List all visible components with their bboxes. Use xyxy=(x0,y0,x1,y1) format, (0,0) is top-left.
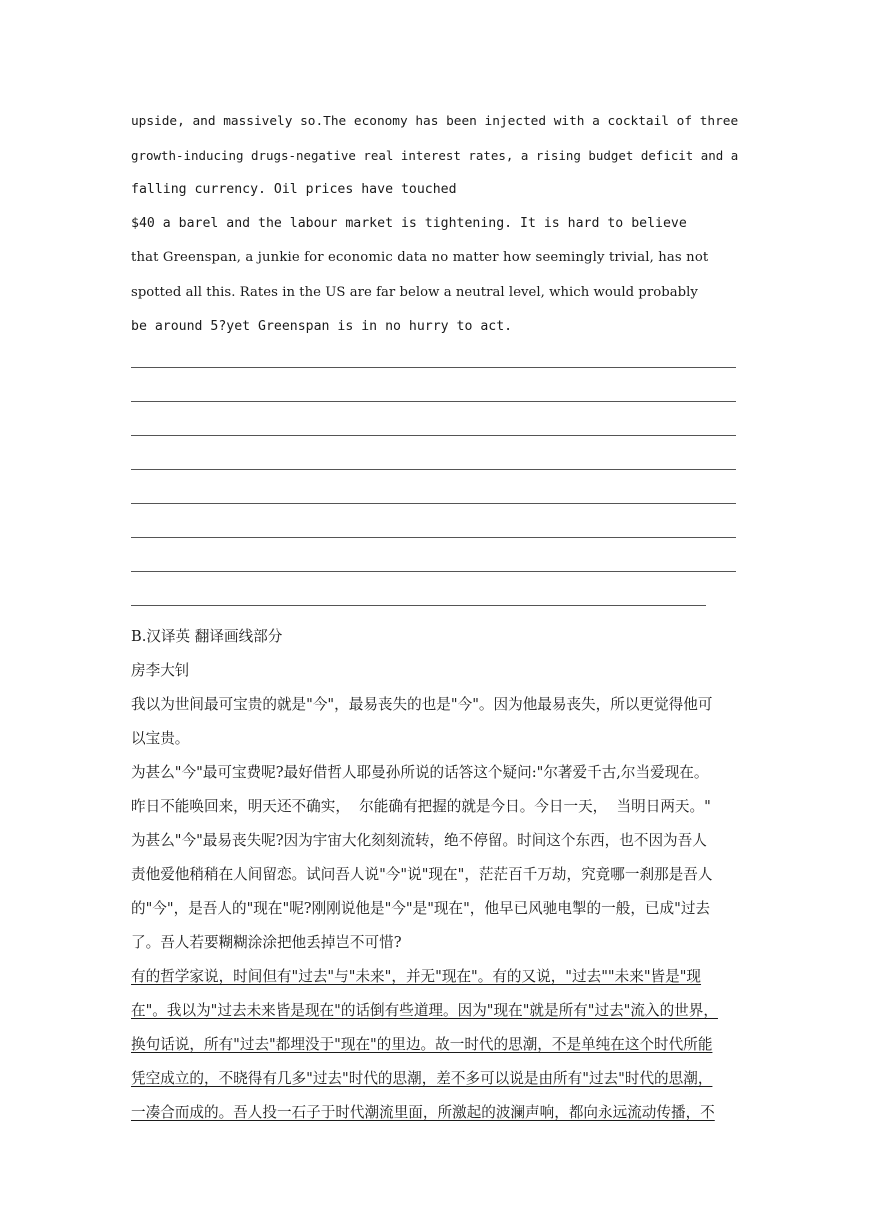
passage-line-6: spotted all this. Rates in the US are far below a neutral level, which would probably xyxy=(131,285,698,300)
section-b-heading: B.汉译英 翻译画线部分 xyxy=(131,628,283,645)
underlined-translation-line: 换句话说，所有"过去"都埋没于"现在"的里边。故一时代的思潮，不是单纯在这个时代所能 xyxy=(131,1036,713,1053)
passage-line-1: upside, and massively so.The economy has been injected with a cocktail of three xyxy=(131,114,739,129)
passage-line-3: falling currency. Oil prices have touched xyxy=(131,182,457,197)
underlined-translation-line: 一凑合而成的。吾人投一石子于时代潮流里面，所激起的波澜声响，都向永远流动传播，不 xyxy=(131,1104,715,1121)
answer-line xyxy=(131,503,736,504)
answer-line xyxy=(131,571,736,572)
section-b-author: 房李大钊 xyxy=(131,662,190,679)
paragraph-line: 责他爱他稍稍在人间留恋。试问吾人说"今"说"现在"，茫茫百千万劫，究竟哪一刹那是吾人 xyxy=(131,866,713,883)
underlined-translation-line: 有的哲学家说，时间但有"过去"与"未来"，并无"现在"。有的又说，"过去""未来"皆是"现 xyxy=(131,968,702,985)
underlined-translation-line: 凭空成立的，不晓得有几多"过去"时代的思潮，差不多可以说是由所有"过去"时代的思潮， xyxy=(131,1070,713,1087)
answer-line xyxy=(131,401,736,402)
paragraph-line: 昨日不能唤回来，明天还不确实， 尔能确有把握的就是今日。今日一天， 当明日两天。" xyxy=(131,798,711,815)
paragraph-line: 为甚么"今"最易丧失呢?因为宇宙大化刻刻流转，绝不停留。时间这个东西，也不因为吾人 xyxy=(131,832,707,849)
passage-line-4: $40 a barel and the labour market is tightening. It is hard to believe xyxy=(131,216,687,231)
paragraph-line: 的"今"，是吾人的"现在"呢?刚刚说他是"今"是"现在"，他早已风驰电掣的一般，已成"过去 xyxy=(131,900,711,917)
paragraph-line: 我以为世间最可宝贵的就是"今"，最易丧失的也是"今"。因为他最易丧失，所以更觉得他可 xyxy=(131,696,713,713)
answer-line xyxy=(131,605,706,606)
answer-line xyxy=(131,435,736,436)
paragraph-line: 了。吾人若要糊糊涂涂把他丢掉岂不可惜? xyxy=(131,934,402,951)
underlined-translation-line: 在"。我以为"过去未来皆是现在"的话倒有些道理。因为"现在"就是所有"过去"流入的世界， xyxy=(131,1002,718,1019)
answer-line xyxy=(131,537,736,538)
passage-line-5: that Greenspan, a junkie for economic data no matter how seemingly trivial, has not xyxy=(131,250,709,265)
passage-line-2: growth-inducing drugs-negative real interest rates, a rising budget deficit and a xyxy=(131,148,739,163)
paragraph-line: 为甚么"今"最可宝费呢?最好借哲人耶曼孙所说的话答这个疑问:"尔著爱千古,尔当爱现在。 xyxy=(131,764,709,781)
paragraph-line: 以宝贵。 xyxy=(131,730,190,747)
passage-line-7: be around 5?yet Greenspan is in no hurry to act. xyxy=(131,319,513,334)
answer-line xyxy=(131,367,736,368)
answer-line xyxy=(131,469,736,470)
